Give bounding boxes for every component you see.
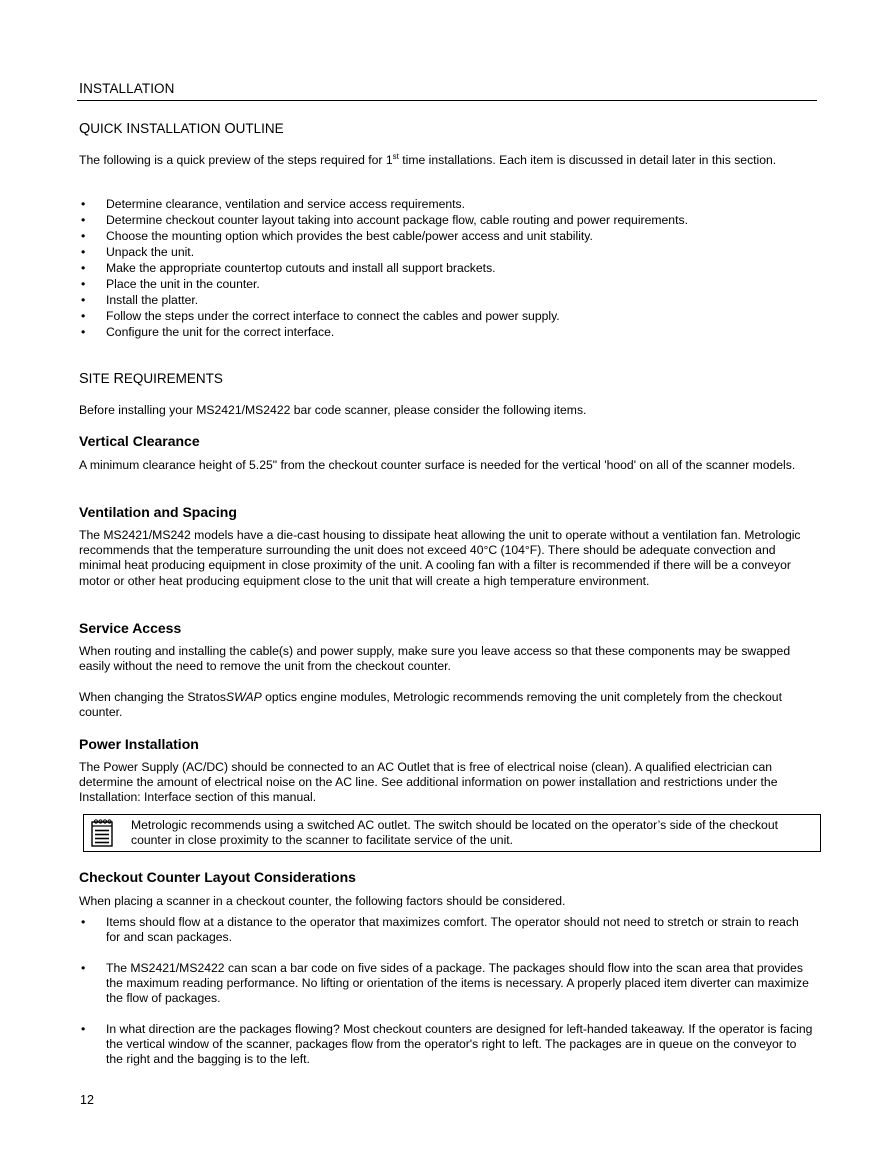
quick-installation-title: QUICK INSTALLATION OUTLINE (79, 121, 284, 137)
list-item: • Unpack the unit. (81, 245, 195, 259)
list-item: • Configure the unit for the correct interface. (81, 325, 335, 339)
quick-steps-list (79, 196, 814, 340)
ventilation-heading: Ventilation and Spacing (79, 504, 237, 520)
list-item: • In what direction are the packages flowing? Most checkout counters are designed for left-handed takeaway. If the operator is facing the vertical window of the scanner, packages flow from the operator's right to left. The packages are in queue on the conveyor to the right and the bagging is to the left. (81, 1022, 813, 1067)
page-number: 12 (80, 1093, 94, 1107)
list-item: • Determine checkout counter layout taking into account package flow, cable routing and power requirements. (81, 213, 688, 227)
service-access-heading: Service Access (79, 620, 182, 636)
vertical-clearance-heading: Vertical Clearance (79, 433, 200, 449)
list-item: • Determine clearance, ventilation and service access requirements. (81, 197, 466, 211)
list-item: • Items should flow at a distance to the operator that maximizes comfort. The operator should not need to stretch or strain to reach for and scan packages. (81, 915, 799, 945)
note-box (83, 814, 821, 852)
list-item: • Make the appropriate countertop cutouts and install all support brackets. (81, 261, 496, 275)
power-installation-heading: Power Installation (79, 736, 199, 752)
list-item: • Follow the steps under the correct interface to connect the cables and power supply. (81, 309, 560, 323)
layout-considerations-heading: Checkout Counter Layout Considerations (79, 869, 356, 885)
site-intro: Before installing your MS2421/MS2422 bar code scanner, please consider the following items. (79, 403, 587, 417)
ventilation-text: The MS2421/MS242 models have a die-cast housing to dissipate heat allowing the unit to operate without a ventilation fan. Metrologic recommends that the temperature surrounding the unit does not exceed 40°C (104°F). There should be adequate convection and minimal heat producing equipment in close proximity of the unit. A cooling fan with a filter is recommended if there will be a conveyor motor or other heat producing equipment close to the unit that will create a high temperature environment. (79, 528, 801, 588)
service-access-text-2: When changing the StratosSWAP optics engine modules, Metrologic recommends removing the unit completely from the checkout counter. (79, 690, 782, 720)
layout-intro: When placing a scanner in a checkout counter, the following factors should be considered. (79, 894, 566, 908)
header-rule (77, 100, 817, 101)
list-item: • The MS2421/MS2422 can scan a bar code on five sides of a package. The packages should flow into the scan area that provides the maximum reading performance. No lifting or orientation of the items is necessary. A properly placed item diverter can maximize the flow of packages. (81, 960, 809, 1006)
list-item: • Place the unit in the counter. (81, 277, 260, 291)
vertical-clearance-text: A minimum clearance height of 5.25" from the checkout counter surface is needed for the vertical 'hood' on all of the scanner models. (79, 458, 796, 472)
list-item: • Choose the mounting option which provides the best cable/power access and unit stability. (81, 229, 593, 243)
notepad-icon (90, 818, 114, 848)
service-access-text: When routing and installing the cable(s) and power supply, make sure you leave access so that these components may be swapped easily without the need to remove the unit from the checkout counter. (79, 644, 791, 674)
note-text: Metrologic recommends using a switched AC outlet. The switch should be located on the operator’s side of the checkout counter in close proximity to the scanner to facilitate service of the unit. (131, 818, 778, 848)
site-requirements-title: SITE REQUIREMENTS (79, 371, 223, 387)
section-title: INSTALLATION (79, 81, 175, 97)
list-item: • Install the platter. (81, 293, 199, 307)
power-installation-text: The Power Supply (AC/DC) should be connected to an AC Outlet that is free of electrical noise (clean). A qualified electrician can determine the amount of electrical noise on the AC line. See additional information on power installation and restrictions under the Installation: Interface section of this manual. (79, 760, 778, 805)
quick-intro: The following is a quick preview of the steps required for 1st time installations. Each item is discussed in detail later in this section. (79, 151, 777, 167)
layout-factors-list (79, 915, 814, 1083)
